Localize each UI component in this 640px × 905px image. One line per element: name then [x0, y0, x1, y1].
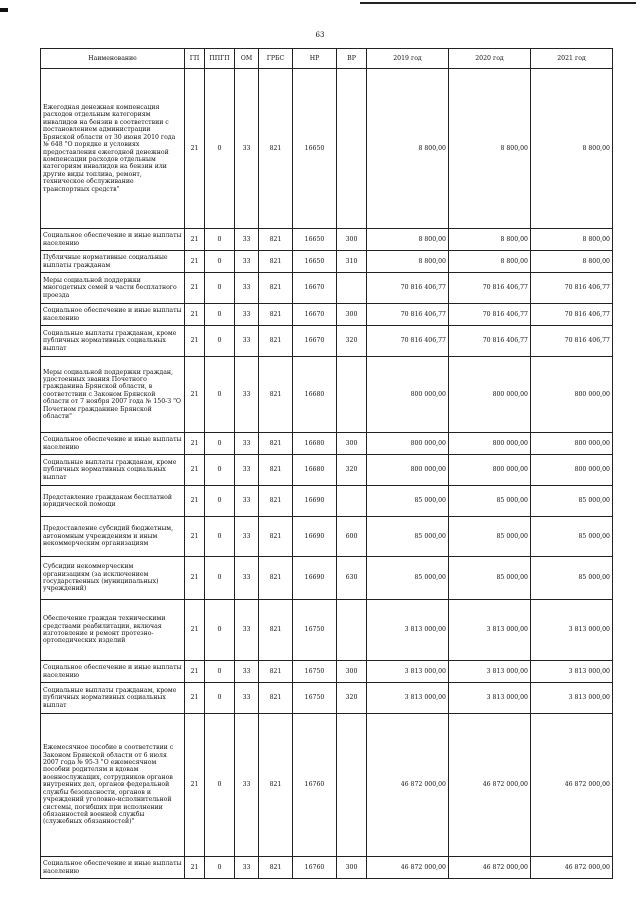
cell-vr: 310: [337, 251, 367, 273]
col-header-grbs: ГРБС: [259, 49, 293, 69]
cell-nr: 16680: [293, 357, 337, 433]
cell-nr: 16690: [293, 557, 337, 600]
cell-2020: 3 813 000,00: [449, 600, 531, 661]
cell-2019: 85 000,00: [367, 517, 449, 557]
cell-2021: 3 813 000,00: [531, 683, 613, 714]
cell-vr: 300: [337, 661, 367, 683]
row-name: Социальные выплаты гражданам, кроме публичных нормативных социальных выплат: [41, 326, 185, 357]
cell-gp: 21: [185, 433, 205, 455]
cell-2020: 800 000,00: [449, 357, 531, 433]
table-header-row: [41, 49, 613, 69]
cell-vr: [337, 273, 367, 304]
cell-ppgp: 0: [205, 517, 235, 557]
cell-2019: 85 000,00: [367, 486, 449, 517]
cell-vr: [337, 486, 367, 517]
cell-grbs: 821: [259, 251, 293, 273]
table-row: [41, 69, 613, 229]
cell-vr: 320: [337, 455, 367, 486]
cell-2020: 8 800,00: [449, 251, 531, 273]
row-name: Меры социальной поддержки граждан, удостоенных звания Почетного гражданина Брянской области, в соответствии с Законом Брянской области от 7 ноября 2007 года № 150-З "О Почетном гражданине Брянской области": [41, 357, 185, 433]
cell-vr: 320: [337, 683, 367, 714]
cell-gp: 21: [185, 486, 205, 517]
cell-vr: 300: [337, 229, 367, 251]
cell-ppgp: 0: [205, 69, 235, 229]
cell-ppgp: 0: [205, 600, 235, 661]
budget-table: [40, 48, 613, 879]
cell-2020: 70 816 406,77: [449, 273, 531, 304]
col-header-name: Наименование: [41, 49, 185, 69]
cell-ppgp: 0: [205, 273, 235, 304]
cell-nr: 16690: [293, 486, 337, 517]
cell-2019: 70 816 406,77: [367, 304, 449, 326]
cell-gp: 21: [185, 455, 205, 486]
cell-grbs: 821: [259, 683, 293, 714]
cell-om: 33: [235, 433, 259, 455]
cell-grbs: 821: [259, 326, 293, 357]
cell-grbs: 821: [259, 357, 293, 433]
cell-grbs: 821: [259, 661, 293, 683]
table-row: [41, 455, 613, 486]
cell-2019: 46 872 000,00: [367, 857, 449, 879]
col-header-ppgp: ППГП: [205, 49, 235, 69]
cell-2020: 800 000,00: [449, 433, 531, 455]
cell-gp: 21: [185, 683, 205, 714]
row-name: Социальное обеспечение и иные выплаты населению: [41, 304, 185, 326]
cell-2021: 8 800,00: [531, 251, 613, 273]
scan-top-line: [360, 2, 636, 4]
cell-gp: 21: [185, 517, 205, 557]
cell-om: 33: [235, 273, 259, 304]
table-row: [41, 304, 613, 326]
cell-om: 33: [235, 326, 259, 357]
cell-ppgp: 0: [205, 857, 235, 879]
cell-ppgp: 0: [205, 357, 235, 433]
cell-2019: 3 813 000,00: [367, 600, 449, 661]
col-header-gp: ГП: [185, 49, 205, 69]
table-row: [41, 661, 613, 683]
table-row: [41, 517, 613, 557]
cell-om: 33: [235, 486, 259, 517]
page-number: 63: [315, 31, 325, 39]
cell-om: 33: [235, 714, 259, 857]
cell-vr: 300: [337, 304, 367, 326]
cell-2021: 800 000,00: [531, 433, 613, 455]
table-row: [41, 714, 613, 857]
cell-ppgp: 0: [205, 304, 235, 326]
cell-grbs: 821: [259, 557, 293, 600]
cell-2021: 46 872 000,00: [531, 857, 613, 879]
row-name: Социальное обеспечение и иные выплаты населению: [41, 433, 185, 455]
cell-grbs: 821: [259, 455, 293, 486]
cell-om: 33: [235, 857, 259, 879]
cell-vr: 320: [337, 326, 367, 357]
row-name: Ежегодная денежная компенсация расходов отдельным категориям инвалидов на бензин в соответствии с постановлением администрации Брянской области от 30 июня 2010 года № 648 "О порядке и условиях предоставления ежегодной денежной компенсации расходов отдельным категориям инвалидов на бензин или другие виды топлива, ремонт, техническое обслуживание транспортных средств": [41, 69, 185, 229]
row-name: Ежемесячное пособие в соответствии с Законом Брянской области от 6 июля 2007 года № 95-З "О ежемесячном пособии родителям и вдовам военнослужащих, сотрудников органов внутренних дел, органов федеральной службы безопасности, органов и учреждений уголовно-исполнительной системы, погибших при исполнении обязанностей военной службы (служебных обязанностей)": [41, 714, 185, 857]
table-row: [41, 229, 613, 251]
cell-vr: 630: [337, 557, 367, 600]
cell-gp: 21: [185, 661, 205, 683]
cell-vr: 300: [337, 857, 367, 879]
cell-2019: 3 813 000,00: [367, 661, 449, 683]
row-name: Меры социальной поддержки многодетных семей в части бесплатного проезда: [41, 273, 185, 304]
cell-nr: 16750: [293, 661, 337, 683]
cell-om: 33: [235, 304, 259, 326]
cell-2020: 3 813 000,00: [449, 661, 531, 683]
cell-gp: 21: [185, 229, 205, 251]
col-header-vr: ВР: [337, 49, 367, 69]
cell-nr: 16670: [293, 304, 337, 326]
cell-gp: 21: [185, 557, 205, 600]
row-name: Социальные выплаты гражданам, кроме публичных нормативных социальных выплат: [41, 455, 185, 486]
cell-vr: 600: [337, 517, 367, 557]
page-edge-mark: [0, 8, 8, 12]
cell-ppgp: 0: [205, 683, 235, 714]
cell-2021: 46 872 000,00: [531, 714, 613, 857]
cell-2020: 46 872 000,00: [449, 714, 531, 857]
table-row: [41, 557, 613, 600]
cell-om: 33: [235, 455, 259, 486]
cell-grbs: 821: [259, 273, 293, 304]
cell-nr: 16690: [293, 517, 337, 557]
cell-2021: 800 000,00: [531, 455, 613, 486]
cell-gp: 21: [185, 857, 205, 879]
cell-2021: 8 800,00: [531, 69, 613, 229]
cell-ppgp: 0: [205, 326, 235, 357]
row-name: Субсидии некоммерческим организациям (за исключением государственных (муниципальных) учреждений): [41, 557, 185, 600]
cell-2020: 800 000,00: [449, 455, 531, 486]
cell-gp: 21: [185, 714, 205, 857]
cell-2019: 8 800,00: [367, 251, 449, 273]
cell-grbs: 821: [259, 69, 293, 229]
row-name: Социальное обеспечение и иные выплаты населению: [41, 661, 185, 683]
cell-nr: 16760: [293, 714, 337, 857]
cell-2019: 800 000,00: [367, 433, 449, 455]
cell-2020: 70 816 406,77: [449, 326, 531, 357]
cell-nr: 16680: [293, 455, 337, 486]
cell-grbs: 821: [259, 517, 293, 557]
cell-om: 33: [235, 251, 259, 273]
cell-2021: 70 816 406,77: [531, 273, 613, 304]
col-header-nr: НР: [293, 49, 337, 69]
col-header-2020: 2020 год: [449, 49, 531, 69]
cell-2019: 8 800,00: [367, 69, 449, 229]
cell-2021: 8 800,00: [531, 229, 613, 251]
cell-2020: 46 872 000,00: [449, 857, 531, 879]
table-row: [41, 683, 613, 714]
table-row: [41, 433, 613, 455]
cell-ppgp: 0: [205, 251, 235, 273]
row-name: Социальные выплаты гражданам, кроме публичных нормативных социальных выплат: [41, 683, 185, 714]
cell-ppgp: 0: [205, 455, 235, 486]
cell-2021: 85 000,00: [531, 486, 613, 517]
cell-gp: 21: [185, 600, 205, 661]
cell-nr: 16650: [293, 229, 337, 251]
cell-ppgp: 0: [205, 433, 235, 455]
cell-grbs: 821: [259, 857, 293, 879]
cell-2019: 800 000,00: [367, 455, 449, 486]
cell-om: 33: [235, 683, 259, 714]
cell-ppgp: 0: [205, 661, 235, 683]
cell-2021: 800 000,00: [531, 357, 613, 433]
cell-om: 33: [235, 517, 259, 557]
cell-2020: 85 000,00: [449, 557, 531, 600]
cell-ppgp: 0: [205, 714, 235, 857]
cell-grbs: 821: [259, 229, 293, 251]
cell-nr: 16670: [293, 273, 337, 304]
cell-gp: 21: [185, 273, 205, 304]
table-row: [41, 600, 613, 661]
cell-nr: 16750: [293, 600, 337, 661]
cell-om: 33: [235, 357, 259, 433]
cell-2019: 8 800,00: [367, 229, 449, 251]
cell-grbs: 821: [259, 433, 293, 455]
cell-nr: 16650: [293, 251, 337, 273]
cell-nr: 16650: [293, 69, 337, 229]
col-header-2019: 2019 год: [367, 49, 449, 69]
cell-gp: 21: [185, 304, 205, 326]
col-header-om: ОМ: [235, 49, 259, 69]
cell-2020: 70 816 406,77: [449, 304, 531, 326]
cell-vr: [337, 69, 367, 229]
row-name: Публичные нормативные социальные выплаты гражданам: [41, 251, 185, 273]
cell-gp: 21: [185, 357, 205, 433]
cell-2020: 3 813 000,00: [449, 683, 531, 714]
row-name: Обеспечение граждан техническими средствами реабилитации, включая изготовление и ремонт протезно-ортопедических изделий: [41, 600, 185, 661]
cell-vr: [337, 714, 367, 857]
cell-2020: 85 000,00: [449, 517, 531, 557]
cell-2019: 800 000,00: [367, 357, 449, 433]
row-name: Социальное обеспечение и иные выплаты населению: [41, 229, 185, 251]
cell-ppgp: 0: [205, 486, 235, 517]
cell-grbs: 821: [259, 304, 293, 326]
cell-2021: 85 000,00: [531, 557, 613, 600]
cell-2019: 3 813 000,00: [367, 683, 449, 714]
cell-om: 33: [235, 600, 259, 661]
table-row: [41, 326, 613, 357]
col-header-2021: 2021 год: [531, 49, 613, 69]
table-row: [41, 273, 613, 304]
cell-2019: 70 816 406,77: [367, 273, 449, 304]
cell-2020: 8 800,00: [449, 229, 531, 251]
cell-om: 33: [235, 229, 259, 251]
cell-2021: 3 813 000,00: [531, 661, 613, 683]
row-name: Представление гражданам бесплатной юридической помощи: [41, 486, 185, 517]
cell-om: 33: [235, 661, 259, 683]
cell-om: 33: [235, 69, 259, 229]
cell-ppgp: 0: [205, 557, 235, 600]
cell-nr: 16760: [293, 857, 337, 879]
cell-vr: [337, 357, 367, 433]
table-row: [41, 486, 613, 517]
table-row: [41, 357, 613, 433]
cell-2019: 70 816 406,77: [367, 326, 449, 357]
cell-gp: 21: [185, 251, 205, 273]
cell-grbs: 821: [259, 486, 293, 517]
cell-vr: [337, 600, 367, 661]
cell-2021: 70 816 406,77: [531, 304, 613, 326]
cell-nr: 16670: [293, 326, 337, 357]
cell-2020: 85 000,00: [449, 486, 531, 517]
cell-2021: 3 813 000,00: [531, 600, 613, 661]
cell-grbs: 821: [259, 714, 293, 857]
cell-2020: 8 800,00: [449, 69, 531, 229]
cell-vr: 300: [337, 433, 367, 455]
cell-2019: 46 872 000,00: [367, 714, 449, 857]
cell-2021: 85 000,00: [531, 517, 613, 557]
table-row: [41, 251, 613, 273]
table-row: [41, 857, 613, 879]
cell-2021: 70 816 406,77: [531, 326, 613, 357]
cell-nr: 16750: [293, 683, 337, 714]
row-name: Предоставление субсидий бюджетным, автономным учреждениям и иным некоммерческим организациям: [41, 517, 185, 557]
cell-nr: 16680: [293, 433, 337, 455]
cell-2019: 85 000,00: [367, 557, 449, 600]
cell-gp: 21: [185, 326, 205, 357]
row-name: Социальное обеспечение и иные выплаты населению: [41, 857, 185, 879]
cell-gp: 21: [185, 69, 205, 229]
cell-grbs: 821: [259, 600, 293, 661]
cell-ppgp: 0: [205, 229, 235, 251]
cell-om: 33: [235, 557, 259, 600]
